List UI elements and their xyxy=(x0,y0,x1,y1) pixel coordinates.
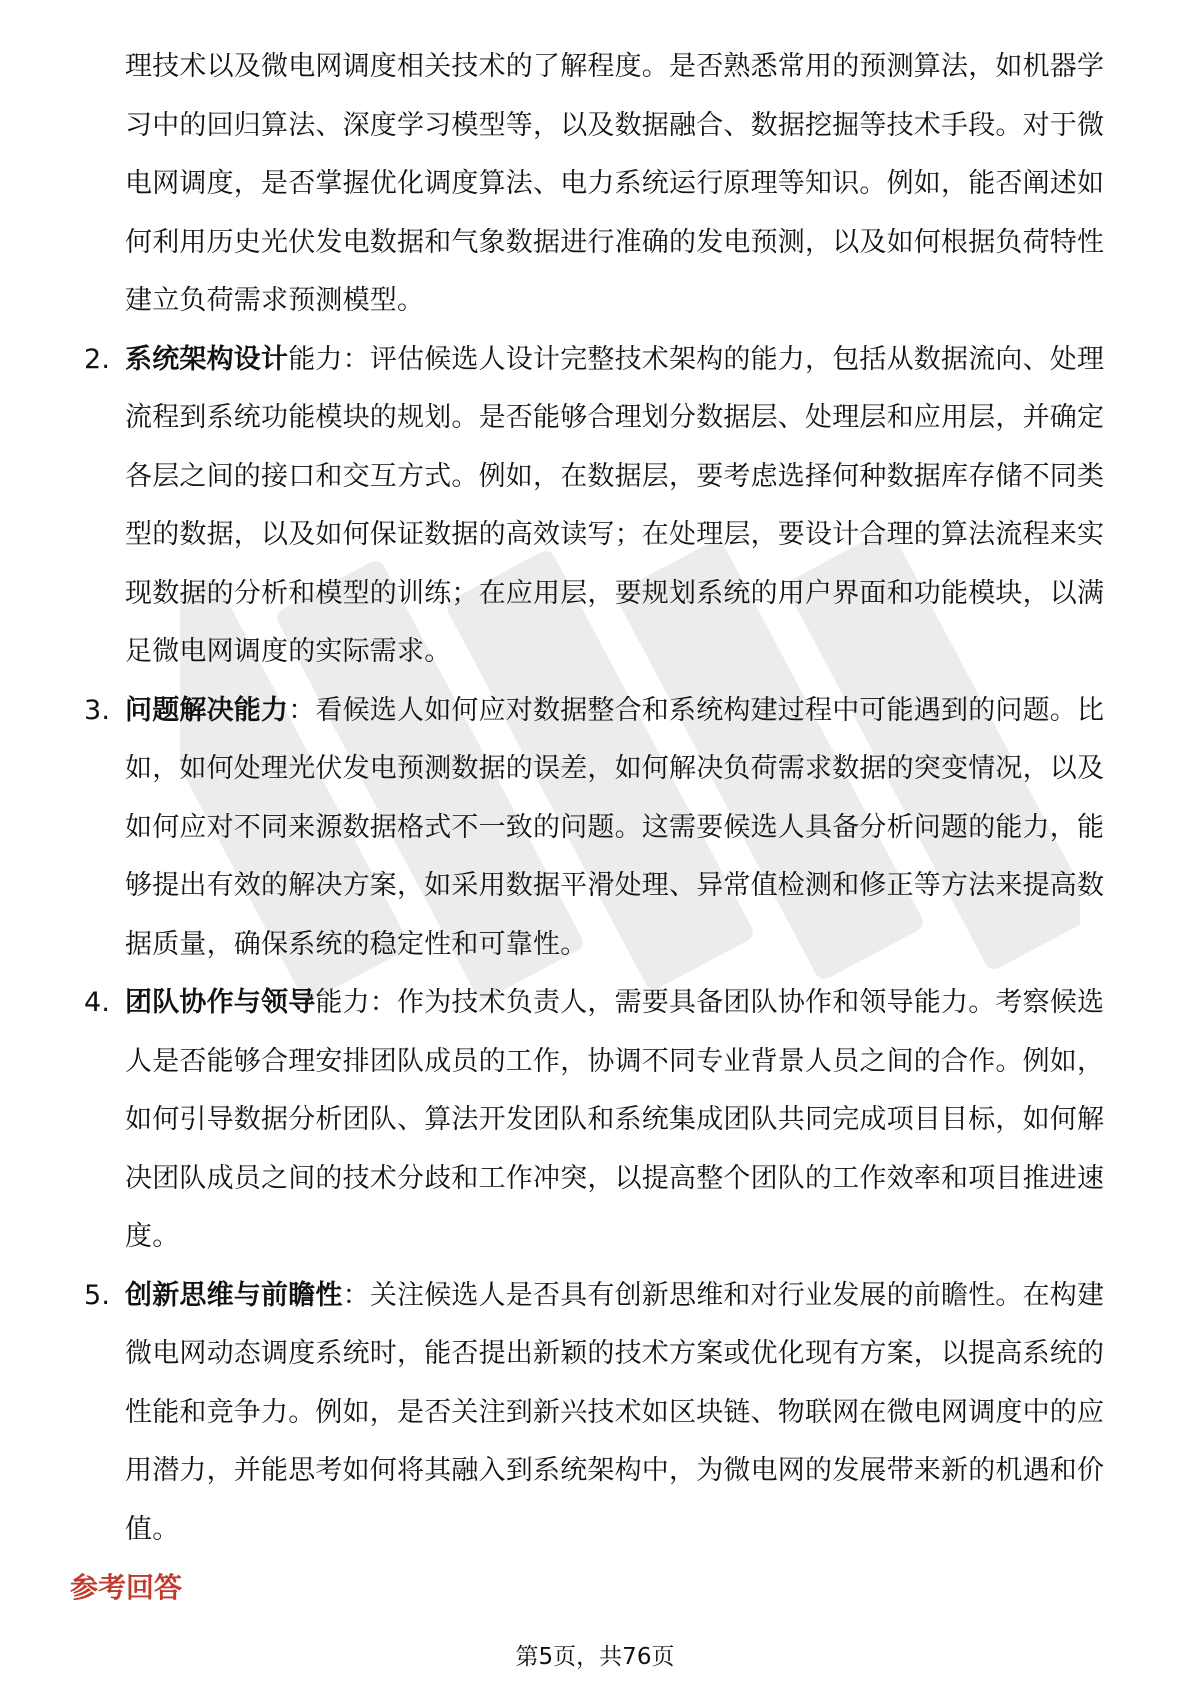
list-item xyxy=(0,682,1190,975)
page-footer xyxy=(0,1638,1190,1671)
list-item-title-rest: ： xyxy=(288,694,316,726)
list-item-number: 2. xyxy=(84,343,111,375)
list-item xyxy=(0,974,1190,1267)
list-item-bold-title: 创新思维与前瞻性 xyxy=(125,1279,343,1311)
list-item-body: 关注候选人是否具有创新思维和对行业发展的前瞻性。在构建微电网动态调度系统时，能否提出新颖的技术方案或优化现有方案，以提高系统的性能和竞争力。例如，是否关注到新兴技术如区块链、物联网在微电网调度中的应用潜力，并能思考如何将其融入到系统架构中，为微电网的发展带来新的机遇和价值。 xyxy=(125,1279,1105,1545)
intro-paragraph xyxy=(0,38,1190,331)
list-item-title-rest: 能力： xyxy=(315,987,398,1018)
list-item-body: 看候选人如何应对数据整合和系统构建过程中可能遇到的问题。比如，如何处理光伏发电预测数据的误差，如何解决负荷需求数据的突变情况，以及如何应对不同来源数据格式不一致的问题。这需要候选人具备分析问题的能力，能够提出有效的解决方案，如采用数据平滑处理、异常值检测和修正等方法来提高数据质量，确保系统的稳定性和可靠性。 xyxy=(125,694,1105,960)
list-item-body: 评估候选人设计完整技术架构的能力，包括从数据流向、处理流程到系统功能模块的规划。是否能够合理划分数据层、处理层和应用层，并确定各层之间的接口和交互方式。例如，在数据层，要考虑选择何种数据库存储不同类型的数据，以及如何保证数据的高效读写；在处理层，要设计合理的算法流程来实现数据的分析和模型的训练；在应用层，要规划系统的用户界面和功能模块，以满足微电网调度的实际需求。 xyxy=(125,343,1105,667)
list-item xyxy=(0,1267,1190,1560)
list-item-body: 作为技术负责人，需要具备团队协作和领导能力。考察候选人是否能够合理安排团队成员的工作，协调不同专业背景人员之间的合作。例如，如何引导数据分析团队、算法开发团队和系统集成团队共同完成项目目标，如何解决团队成员之间的技术分歧和工作冲突，以提高整个团队的工作效率和项目推进速度。 xyxy=(125,987,1105,1252)
list-item-number: 4. xyxy=(84,987,111,1018)
list-item-bold-title: 问题解决能力 xyxy=(125,694,289,726)
list-item-number: 3. xyxy=(84,694,111,726)
reference-answer-heading: 参考回答 xyxy=(70,1571,183,1604)
list-item-title-rest: 能力： xyxy=(288,343,370,375)
document-content xyxy=(0,38,1190,1559)
intro-text: 理技术以及微电网调度相关技术的了解程度。是否熟悉常用的预测算法，如机器学习中的回归算法、深度学习模型等，以及数据融合、数据挖掘等技术手段。对于微电网调度，是否掌握优化调度算法、电力系统运行原理等知识。例如，能否阐述如何利用历史光伏发电数据和气象数据进行准确的发电预测，以及如何根据负荷特性建立负荷需求预测模型。 xyxy=(125,51,1105,316)
list-item-bold-title: 系统架构设计 xyxy=(125,343,289,375)
list-item-number: 5. xyxy=(84,1279,111,1311)
page-number-label: 第5页，共76页 xyxy=(515,1644,675,1670)
list-item-bold-title: 团队协作与领导 xyxy=(125,987,316,1018)
list-item xyxy=(0,331,1190,682)
list-item-title-rest: ： xyxy=(342,1279,370,1311)
